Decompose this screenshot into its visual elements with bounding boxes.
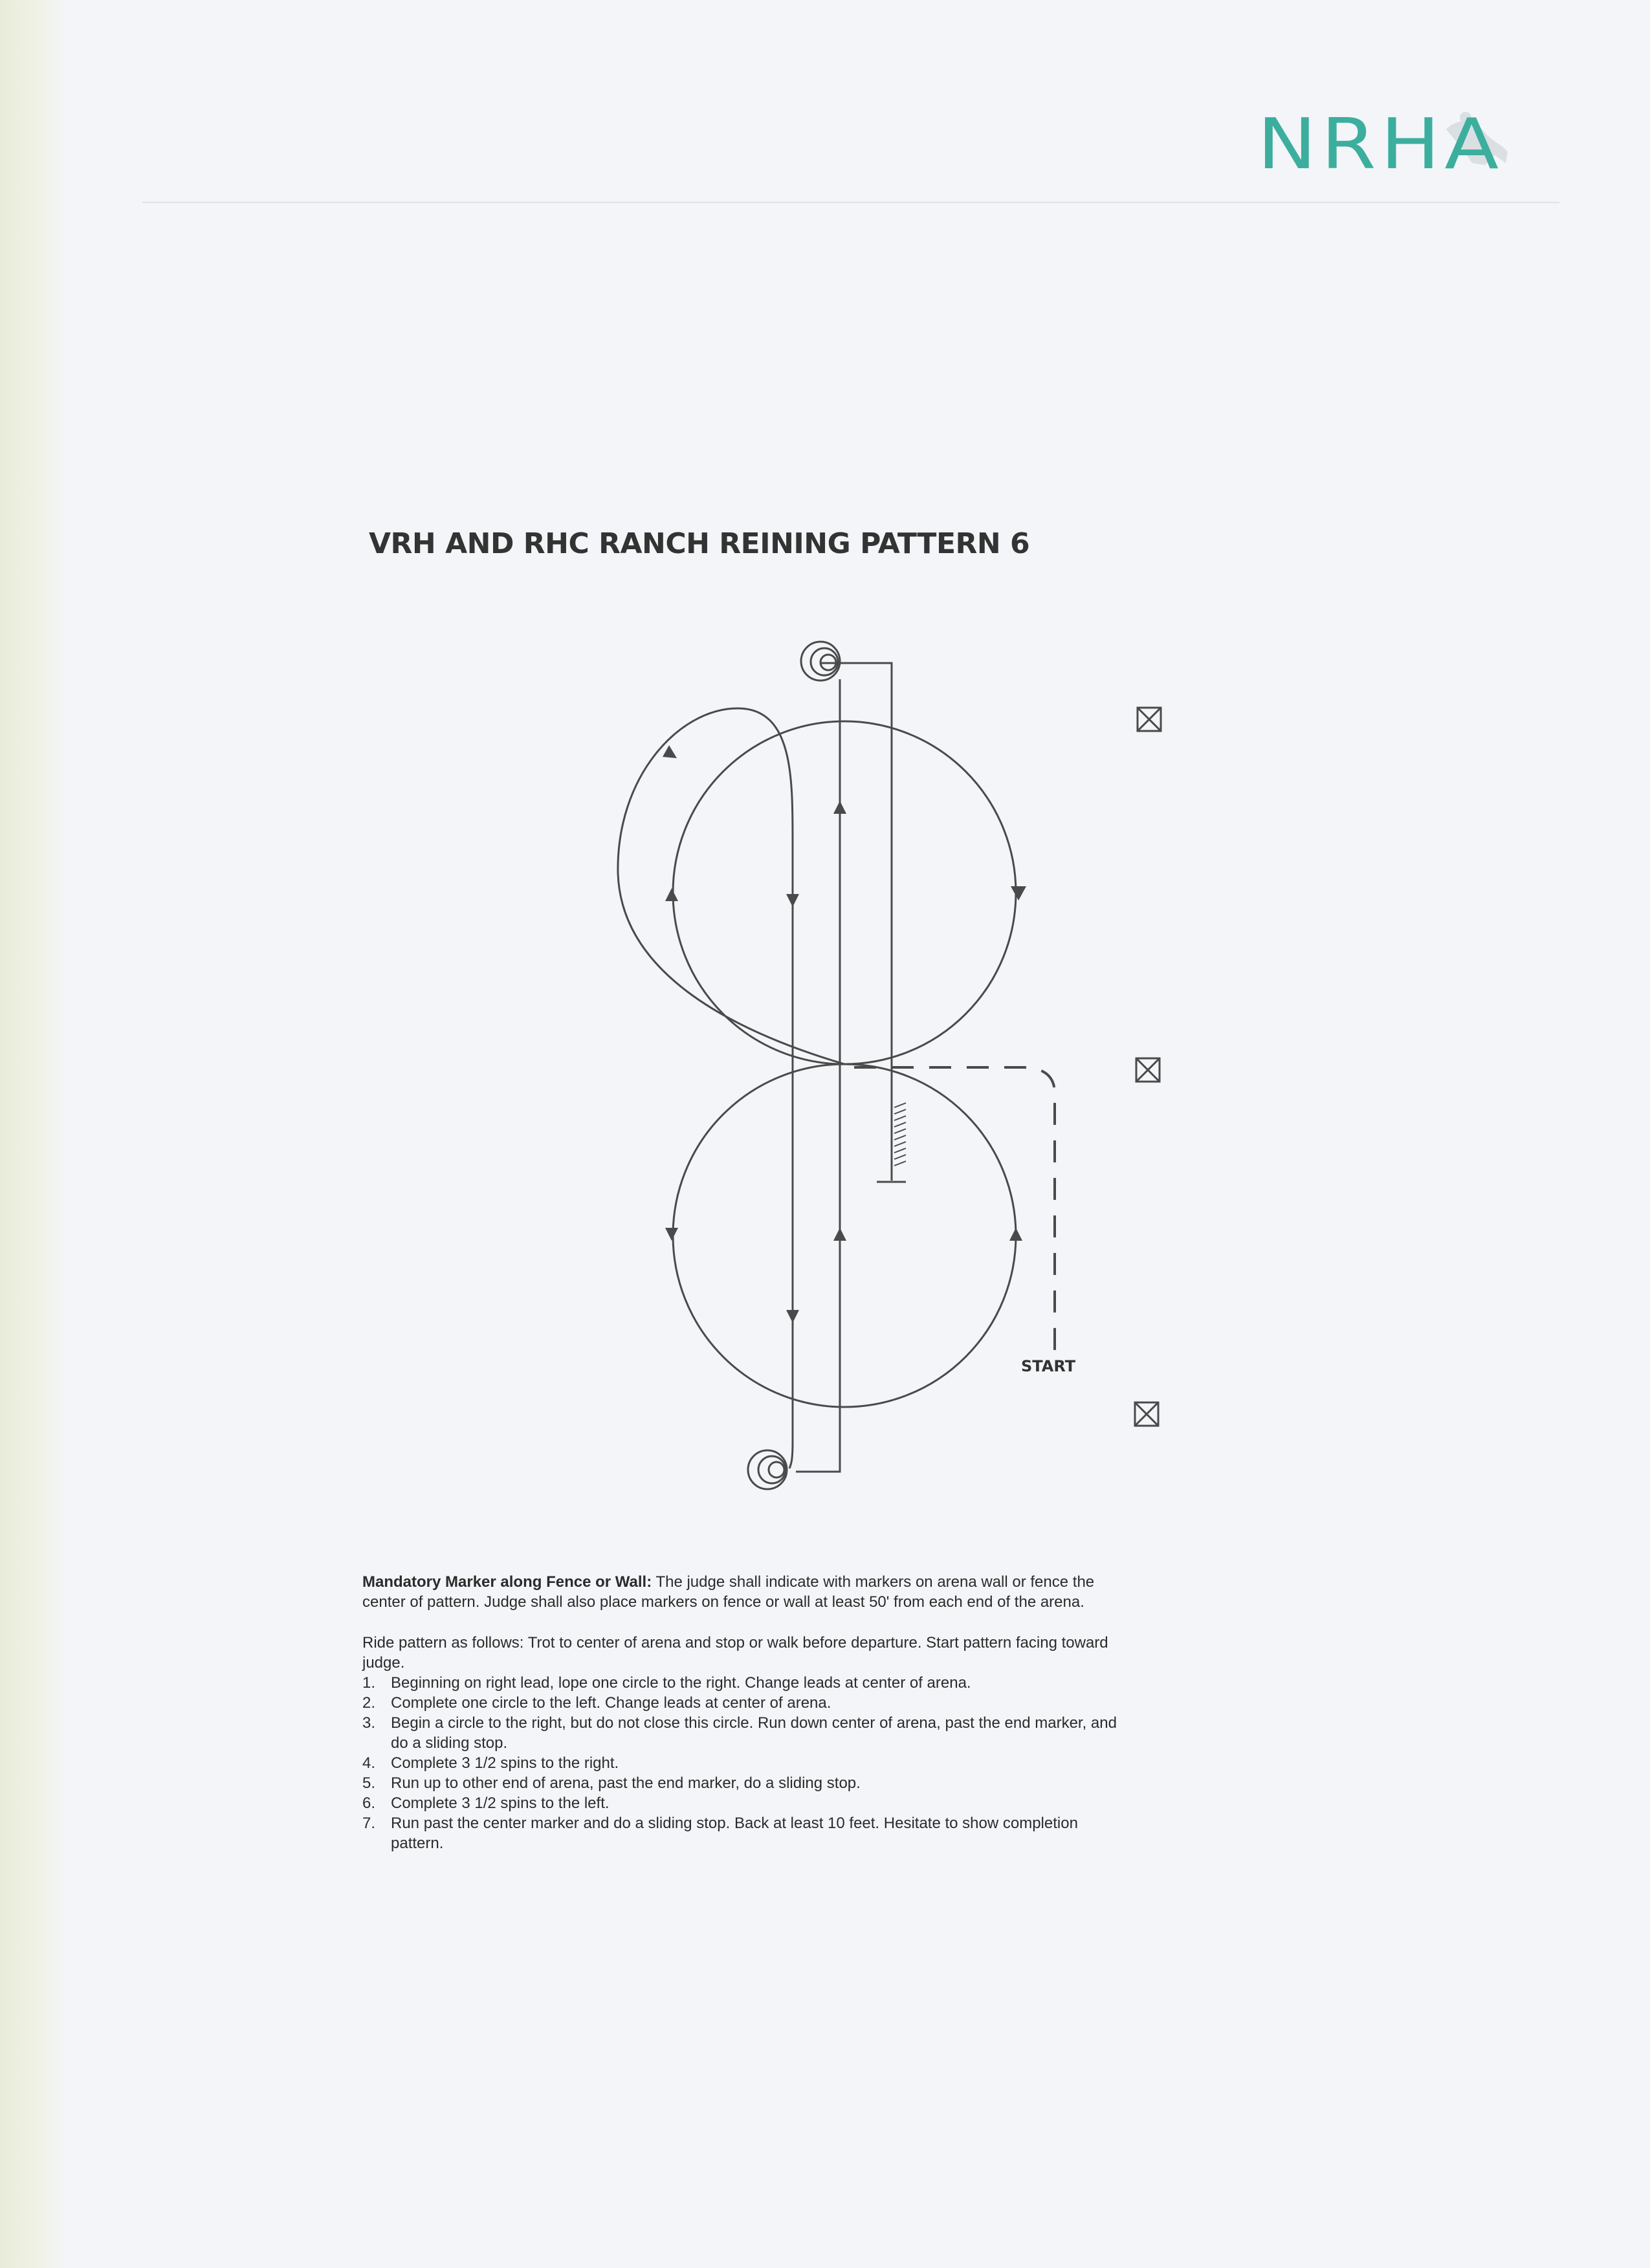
marker-heading: Mandatory Marker along Fence or Wall: [362,1573,652,1591]
fence-marker-bottom [1135,1402,1158,1426]
marker-paragraph [362,1572,1126,1612]
outer-loop-path [618,708,844,1468]
step-number: 4. [362,1754,376,1772]
marker-text: The judge shall indicate with markers on arena wall or fence the center of pattern. Judge shall also place markers on fence or wall at least 50' from each end of the arena. [362,1573,1095,1611]
nrha-logo [1252,104,1524,188]
start-dashed-path [854,1067,1055,1355]
pattern-instructions [362,1572,1126,1853]
lower-circle [673,1064,1016,1407]
list-item [362,1693,1126,1713]
fence-marker-center [1136,1058,1160,1082]
pattern-diagram [582,615,1204,1507]
bottom-spin-icon [748,1450,787,1489]
step-text: Begin a circle to the right, but do not close this circle. Run down center of arena, past the end marker, and do a sliding stop. [391,1714,1117,1752]
step-text: Complete 3 1/2 spins to the right. [391,1754,619,1772]
step-number: 6. [362,1794,376,1812]
step-number: 2. [362,1694,376,1712]
step-text: Complete one circle to the left. Change leads at center of arena. [391,1694,831,1712]
list-item [362,1773,1126,1793]
list-item [362,1793,1126,1813]
step-text: Beginning on right lead, lope one circle to the right. Change leads at center of arena. [391,1674,971,1692]
fence-marker-top [1138,708,1161,731]
step-text: Run up to other end of arena, past the end marker, do a sliding stop. [391,1774,861,1792]
scan-edge-strip [0,0,65,2268]
sliding-stop-marks [894,1103,906,1166]
center-rundown-line [796,679,840,1472]
list-item [362,1753,1126,1773]
intro-text: Ride pattern as follows: Trot to center of arena and stop or walk before departure. Start pattern facing toward judge. [362,1634,1108,1672]
step-number: 7. [362,1815,376,1832]
page-title: VRH AND RHC RANCH REINING PATTERN 6 [369,527,1030,560]
start-label: START [1021,1357,1076,1375]
list-item [362,1713,1126,1753]
step-number: 1. [362,1674,376,1692]
step-text: Run past the center marker and do a sliding stop. Back at least 10 feet. Hesitate to show completion pattern. [391,1815,1078,1852]
header-rule [142,202,1559,203]
step-list [362,1673,1126,1853]
list-item [362,1813,1126,1853]
step-number: 3. [362,1714,376,1732]
direction-arrows [663,745,1026,1323]
logo-text: NRHA [1257,104,1503,185]
top-spin-icon [801,642,840,681]
step-number: 5. [362,1774,376,1792]
right-stop-line [820,663,892,1181]
list-item [362,1673,1126,1693]
step-text: Complete 3 1/2 spins to the left. [391,1794,610,1812]
upper-circle [673,721,1016,1064]
